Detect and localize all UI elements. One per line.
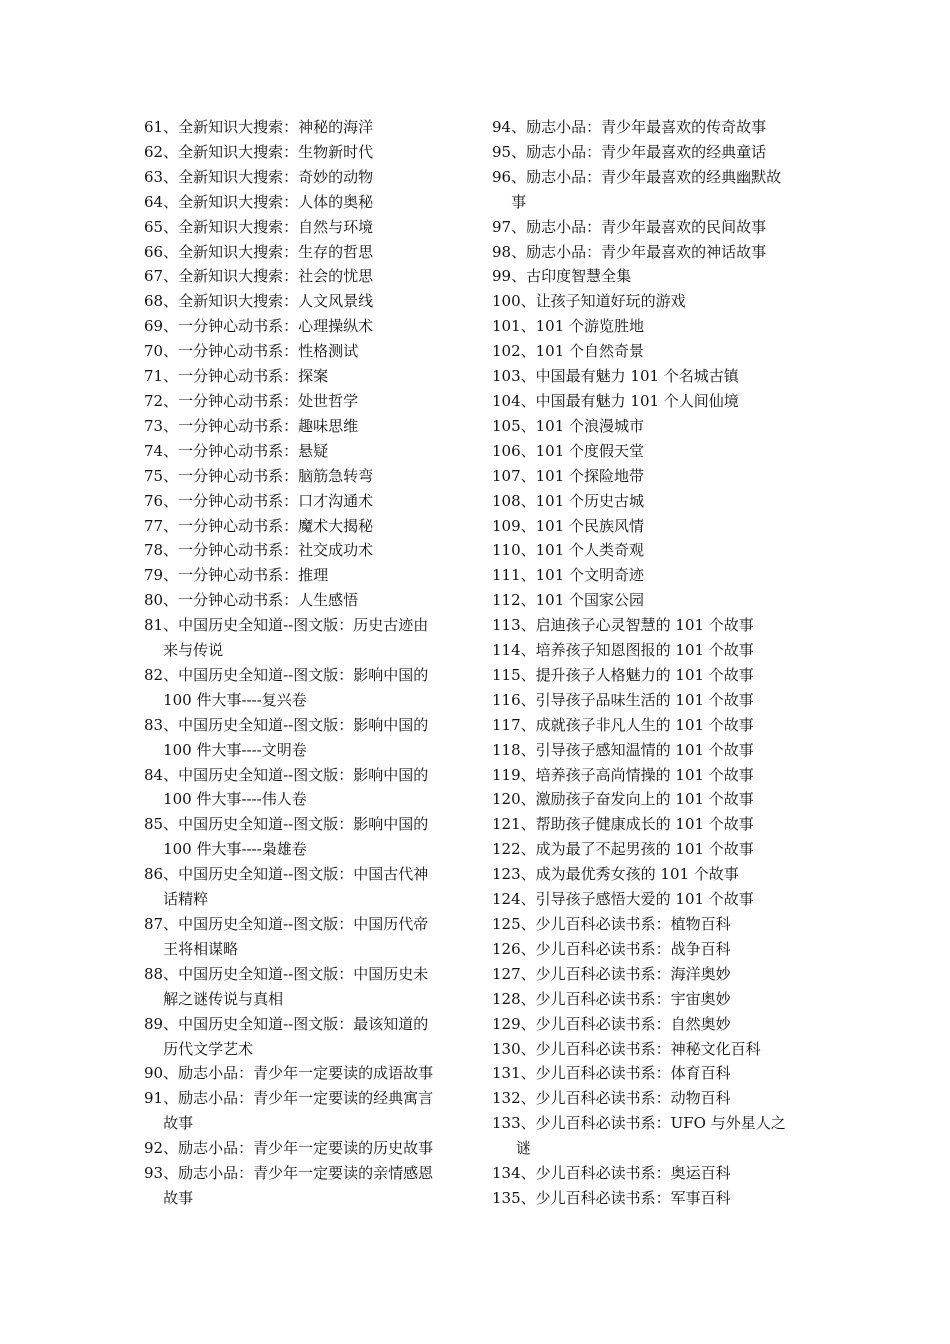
book-list-item: 108、101 个历史古城: [492, 491, 645, 510]
book-list-item: 120、激励孩子奋发向上的 101 个故事: [492, 790, 754, 809]
book-list-item: 91、励志小品：青少年一定要读的经典寓言 故事: [144, 1089, 434, 1133]
book-list-item: 134、少儿百科必读书系：奥运百科: [492, 1164, 731, 1183]
book-list-item: 124、引导孩子感悟大爱的 101 个故事: [492, 890, 754, 909]
book-list-item: 133、少儿百科必读书系：UFO 与外星人之 谜: [492, 1114, 786, 1158]
book-list-item: 69、一分钟心动书系：心理操纵术: [144, 317, 374, 336]
book-list-item: 88、中国历史全知道--图文版：中国历史未 解之谜传说与真相: [144, 964, 429, 1008]
book-list-item: 105、101 个浪漫城市: [492, 416, 645, 435]
book-list-item: 73、一分钟心动书系：趣味思维: [144, 416, 359, 435]
book-list-item: 95、励志小品：青少年最喜欢的经典童话: [492, 142, 767, 161]
book-list-left-column: [144, 115, 462, 1211]
book-list-item: 135、少儿百科必读书系：军事百科: [492, 1188, 731, 1207]
book-list-right-column: [492, 115, 810, 1211]
book-list-item: 123、成为最优秀女孩的 101 个故事: [492, 865, 739, 884]
book-list-item: 113、启迪孩子心灵智慧的 101 个故事: [492, 616, 754, 635]
book-list-item: 132、少儿百科必读书系：动物百科: [492, 1089, 731, 1108]
book-list-item: 92、励志小品：青少年一定要读的历史故事: [144, 1139, 434, 1158]
book-list-item: 81、中国历史全知道--图文版：历史古迹由 来与传说: [144, 616, 429, 660]
book-list-item: 78、一分钟心动书系：社交成功术: [144, 541, 374, 560]
book-list-item: 118、引导孩子感知温情的 101 个故事: [492, 740, 754, 759]
book-list-item: 80、一分钟心动书系：人生感悟: [144, 591, 359, 610]
book-list-item: 126、少儿百科必读书系：战争百科: [492, 939, 731, 958]
book-list-item: 72、一分钟心动书系：处世哲学: [144, 391, 359, 410]
book-list-item: 114、培养孩子知恩图报的 101 个故事: [492, 641, 754, 660]
book-list-item: 75、一分钟心动书系：脑筋急转弯: [144, 466, 374, 485]
book-list-item: 110、101 个人类奇观: [492, 541, 645, 560]
book-list-item: 127、少儿百科必读书系：海洋奥妙: [492, 964, 731, 983]
book-list-item: 128、少儿百科必读书系：宇宙奥妙: [492, 989, 731, 1008]
book-list-item: 102、101 个自然奇景: [492, 342, 645, 361]
book-list-item: 86、中国历史全知道--图文版：中国古代神 话精粹: [144, 865, 429, 909]
book-list-item: 61、全新知识大搜索：神秘的海洋: [144, 118, 374, 136]
book-list-item: 87、中国历史全知道--图文版：中国历代帝 王将相谋略: [144, 915, 429, 958]
book-list-item: 106、101 个度假天堂: [492, 441, 645, 460]
book-list-item: 115、提升孩子人格魅力的 101 个故事: [492, 665, 754, 684]
book-list-item: 63、全新知识大搜索：奇妙的动物: [144, 167, 374, 186]
book-list-item: 103、中国最有魅力 101 个名城古镇: [492, 367, 739, 386]
book-list-item: 99、古印度智慧全集: [492, 267, 632, 286]
book-list-item: 119、培养孩子高尚情操的 101 个故事: [492, 765, 754, 784]
book-list-item: 121、帮助孩子健康成长的 101 个故事: [492, 815, 754, 834]
book-list-item: 62、全新知识大搜索：生物新时代: [144, 142, 374, 161]
book-list-item: 77、一分钟心动书系：魔术大揭秘: [144, 516, 374, 535]
book-list-item: 93、励志小品：青少年一定要读的亲情感恩 故事: [144, 1164, 434, 1207]
book-list-item: 104、中国最有魅力 101 个人间仙境: [492, 391, 739, 410]
book-list-item: 82、中国历史全知道--图文版：影响中国的 100 件大事----复兴卷: [144, 665, 429, 709]
book-list-item: 85、中国历史全知道--图文版：影响中国的 100 件大事----枭雄卷: [144, 815, 429, 859]
book-list-item: 101、101 个游览胜地: [492, 317, 645, 336]
book-list-item: 117、成就孩子非凡人生的 101 个故事: [492, 715, 754, 734]
book-list-item: 125、少儿百科必读书系：植物百科: [492, 915, 731, 933]
book-list-item: 65、全新知识大搜索：自然与环境: [144, 217, 374, 236]
book-list-item: 89、中国历史全知道--图文版：最该知道的 历代文学艺术: [144, 1014, 429, 1058]
book-list-item: 76、一分钟心动书系：口才沟通术: [144, 491, 374, 510]
book-list-item: 112、101 个国家公园: [492, 591, 645, 610]
book-list-item: 70、一分钟心动书系：性格测试: [144, 342, 359, 361]
book-list-item: 84、中国历史全知道--图文版：影响中国的 100 件大事----伟人卷: [144, 765, 429, 809]
book-list-item: 90、励志小品：青少年一定要读的成语故事: [144, 1064, 434, 1083]
book-list-item: 96、励志小品：青少年最喜欢的经典幽默故 事: [492, 167, 782, 211]
book-list-item: 68、全新知识大搜索：人文风景线: [144, 292, 374, 311]
book-list-item: 94、励志小品：青少年最喜欢的传奇故事: [492, 118, 767, 136]
book-list-item: 109、101 个民族风情: [492, 516, 645, 535]
book-list-item: 131、少儿百科必读书系：体育百科: [492, 1064, 731, 1083]
book-list-item: 130、少儿百科必读书系：神秘文化百科: [492, 1039, 761, 1058]
book-list-item: 64、全新知识大搜索：人体的奥秘: [144, 192, 374, 211]
book-list-item: 66、全新知识大搜索：生存的哲思: [144, 242, 374, 261]
book-list-item: 129、少儿百科必读书系：自然奥妙: [492, 1014, 731, 1033]
book-list-item: 71、一分钟心动书系：探案: [144, 367, 329, 386]
book-list-item: 100、让孩子知道好玩的游戏: [492, 292, 686, 311]
book-list-item: 83、中国历史全知道--图文版：影响中国的 100 件大事----文明卷: [144, 715, 429, 759]
book-list-item: 111、101 个文明奇迹: [492, 566, 645, 585]
book-list-item: 122、成为最了不起男孩的 101 个故事: [492, 840, 754, 859]
book-list-item: 67、全新知识大搜索：社会的忧思: [144, 267, 374, 286]
book-list-item: 116、引导孩子品味生活的 101 个故事: [492, 690, 754, 709]
book-list-item: 79、一分钟心动书系：推理: [144, 566, 329, 585]
book-list-item: 97、励志小品：青少年最喜欢的民间故事: [492, 217, 767, 236]
book-list-item: 74、一分钟心动书系：悬疑: [144, 441, 329, 460]
book-list-item: 107、101 个探险地带: [492, 466, 645, 485]
book-list-item: 98、励志小品：青少年最喜欢的神话故事: [492, 242, 767, 261]
